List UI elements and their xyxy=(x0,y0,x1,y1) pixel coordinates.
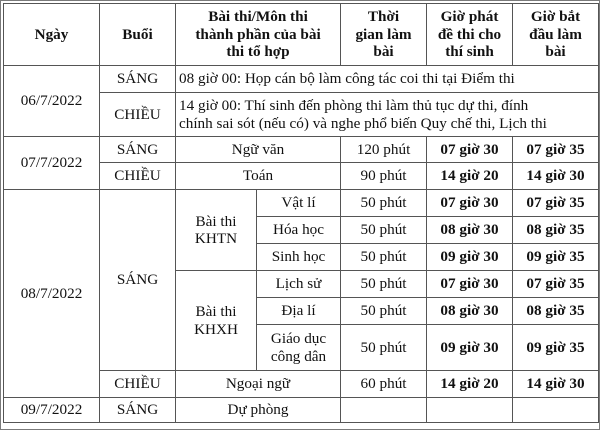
start-time-cell: 07 giờ 35 xyxy=(513,271,599,298)
header-duration: Thời gian làm bài xyxy=(341,4,427,66)
distribute-time-cell: 09 giờ 30 xyxy=(427,325,513,371)
subject-cell: Ngữ văn xyxy=(176,137,341,163)
subject-cell: Giáo dục công dân xyxy=(257,325,341,371)
start-time-cell: 08 giờ 35 xyxy=(513,217,599,244)
note-cell: 14 giờ 00: Thí sinh đến phòng thi làm thủ tục dự thi, đính chính sai sót (nếu có) và nghe phổ biến Quy chế thi, Lịch thi xyxy=(176,93,599,137)
start-time-cell: 14 giờ 30 xyxy=(513,163,599,190)
header-start-time: Giờ bắt đầu làm bài xyxy=(513,4,599,66)
header-date: Ngày xyxy=(4,4,100,66)
start-time-cell: 08 giờ 35 xyxy=(513,298,599,325)
duration-cell: 50 phút xyxy=(341,298,427,325)
subject-cell: Địa lí xyxy=(257,298,341,325)
table-row xyxy=(4,398,599,423)
session-cell: SÁNG xyxy=(100,398,176,423)
duration-cell: 90 phút xyxy=(341,163,427,190)
duration-cell xyxy=(341,398,427,423)
start-time-cell xyxy=(513,398,599,423)
exam-schedule-table xyxy=(3,3,599,423)
distribute-time-cell: 09 giờ 30 xyxy=(427,244,513,271)
header-session: Buổi xyxy=(100,4,176,66)
distribute-time-cell: 14 giờ 20 xyxy=(427,371,513,398)
table-row xyxy=(4,190,599,217)
start-time-cell: 07 giờ 35 xyxy=(513,137,599,163)
subject-cell: Dự phòng xyxy=(176,398,341,423)
duration-cell: 50 phút xyxy=(341,217,427,244)
group-cell-khxh: Bài thi KHXH xyxy=(176,271,257,371)
note-cell: 08 giờ 00: Họp cán bộ làm công tác coi thi tại Điểm thi xyxy=(176,66,599,93)
subject-cell: Toán xyxy=(176,163,341,190)
table-row xyxy=(4,137,599,163)
distribute-time-cell: 07 giờ 30 xyxy=(427,137,513,163)
distribute-time-cell xyxy=(427,398,513,423)
subject-cell: Ngoại ngữ xyxy=(176,371,341,398)
date-cell: 07/7/2022 xyxy=(4,137,100,190)
table-row xyxy=(4,66,599,93)
header-row xyxy=(4,4,599,66)
start-time-cell: 09 giờ 35 xyxy=(513,244,599,271)
date-cell: 08/7/2022 xyxy=(4,190,100,398)
duration-cell: 50 phút xyxy=(341,271,427,298)
distribute-time-cell: 07 giờ 30 xyxy=(427,271,513,298)
subject-cell: Lịch sử xyxy=(257,271,341,298)
date-cell: 06/7/2022 xyxy=(4,66,100,137)
duration-cell: 60 phút xyxy=(341,371,427,398)
duration-cell: 50 phút xyxy=(341,244,427,271)
session-cell: SÁNG xyxy=(100,190,176,371)
distribute-time-cell: 07 giờ 30 xyxy=(427,190,513,217)
session-cell: CHIỀU xyxy=(100,163,176,190)
distribute-time-cell: 08 giờ 30 xyxy=(427,217,513,244)
group-cell-khtn: Bài thi KHTN xyxy=(176,190,257,271)
date-cell: 09/7/2022 xyxy=(4,398,100,423)
distribute-time-cell: 08 giờ 30 xyxy=(427,298,513,325)
subject-cell: Hóa học xyxy=(257,217,341,244)
start-time-cell: 07 giờ 35 xyxy=(513,190,599,217)
duration-cell: 120 phút xyxy=(341,137,427,163)
session-cell: SÁNG xyxy=(100,66,176,93)
session-cell: SÁNG xyxy=(100,137,176,163)
start-time-cell: 14 giờ 30 xyxy=(513,371,599,398)
subject-cell: Sinh học xyxy=(257,244,341,271)
distribute-time-cell: 14 giờ 20 xyxy=(427,163,513,190)
header-distribute-time: Giờ phát đề thi cho thí sinh xyxy=(427,4,513,66)
header-subject: Bài thi/Môn thi thành phần của bài thi tổ hợp xyxy=(176,4,341,66)
duration-cell: 50 phút xyxy=(341,325,427,371)
subject-cell: Vật lí xyxy=(257,190,341,217)
start-time-cell: 09 giờ 35 xyxy=(513,325,599,371)
session-cell: CHIỀU xyxy=(100,93,176,137)
duration-cell: 50 phút xyxy=(341,190,427,217)
session-cell: CHIỀU xyxy=(100,371,176,398)
